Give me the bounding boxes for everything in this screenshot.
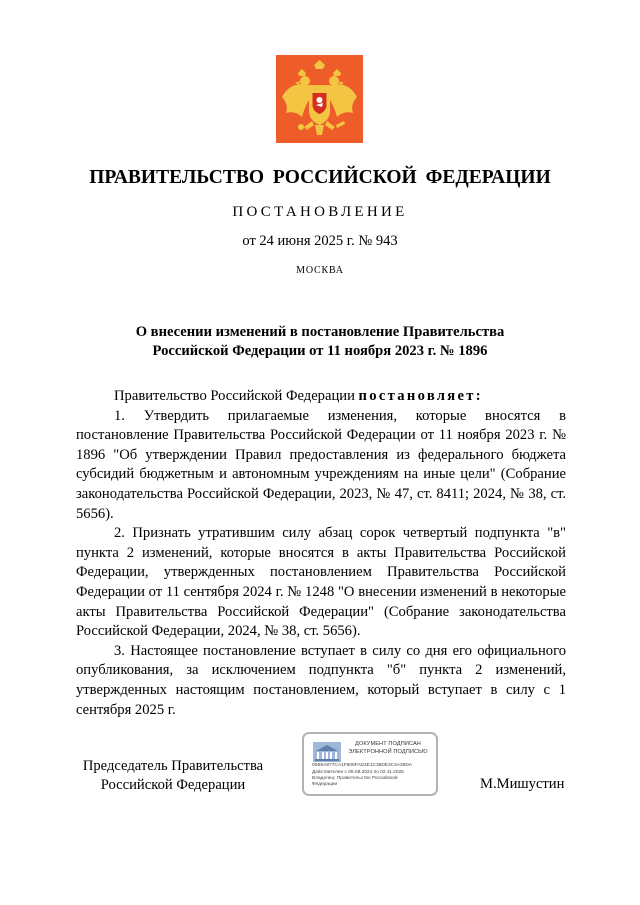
- paragraph-3: 3. Настоящее постановление вступает в силу со дня его официального опубликования, за исключением подпункта "б" пункта 2 изменений, утвержденных настоящим постановлением, который вступает в силу с 1 сентября 2025 г.: [76, 642, 566, 718]
- coat-of-arms-emblem: [276, 55, 363, 143]
- document-date-number: от 24 июня 2025 г. № 943: [242, 233, 398, 249]
- subject-line-2: Российской Федерации от 11 ноября 2023 г. № 1896: [152, 343, 488, 359]
- signatory-position-line-1: Председатель Правительства: [82, 758, 264, 774]
- document-subject: [0, 323, 640, 361]
- stamp-title: [342, 740, 434, 756]
- paragraph-2: 2. Признать утратившим силу абзац сорок четвертый подпункта "в" пункта 2 изменений, которые вносятся в акты Правительства Российской Федерации, утвержденных постановлением Правительства Российской Федерации от 11 сентября 2024 г. № 1248 "О внесении изменений в некоторые акты Правительства Российской Федерации" (Собрание законодательства Российской Федерации, 2024, № 38, ст. 5656).: [76, 525, 566, 640]
- stamp-certificate: 00B5A877CA1F608FAD4E1C38DE3C4A28DA: [312, 763, 412, 768]
- signatory-position-line-2: Российской Федерации: [100, 777, 246, 793]
- stamp-owner-line-2: Федерации: [312, 782, 338, 787]
- document-body: [76, 387, 566, 720]
- stamp-validity: Действителен с 09.08.2024 по 02.11.2025: [312, 770, 404, 775]
- government-building-icon: [313, 742, 341, 762]
- signatory-name: М.Мишустин: [480, 776, 565, 792]
- government-title: ПРАВИТЕЛЬСТВО РОССИЙСКОЙ ФЕДЕРАЦИИ: [89, 167, 551, 188]
- paragraph-1: 1. Утвердить прилагаемые изменения, которые вносятся в постановление Правительства Российской Федерации от 11 ноября 2023 г. № 1896 "Об утверждении Правил предоставления из федерального бюджета субсидий бюджетным и автономным учреждениям на иные цели" (Собрание законодательства Российской Федерации, 2023, № 47, ст. 8411; 2024, № 38, ст. 5656).: [76, 407, 566, 522]
- intro-decree-word: постановляет:: [358, 388, 483, 404]
- signatory-position: [78, 757, 268, 795]
- intro-prefix: Правительство Российской Федерации: [114, 388, 359, 404]
- document-city: МОСКВА: [296, 265, 344, 276]
- stamp-title-line-2: ЭЛЕКТРОННОЙ ПОДПИСЬЮ: [348, 749, 428, 755]
- electronic-signature-stamp: [302, 732, 438, 796]
- double-headed-eagle-icon: [276, 55, 363, 143]
- stamp-owner-line-1: Владелец: Правительство Российской: [312, 776, 398, 781]
- stamp-title-line-1: ДОКУМЕНТ ПОДПИСАН: [355, 741, 421, 747]
- subject-line-1: О внесении изменений в постановление Правительства: [135, 324, 505, 340]
- intro-paragraph: [76, 387, 566, 407]
- document-type: ПОСТАНОВЛЕНИЕ: [232, 204, 408, 220]
